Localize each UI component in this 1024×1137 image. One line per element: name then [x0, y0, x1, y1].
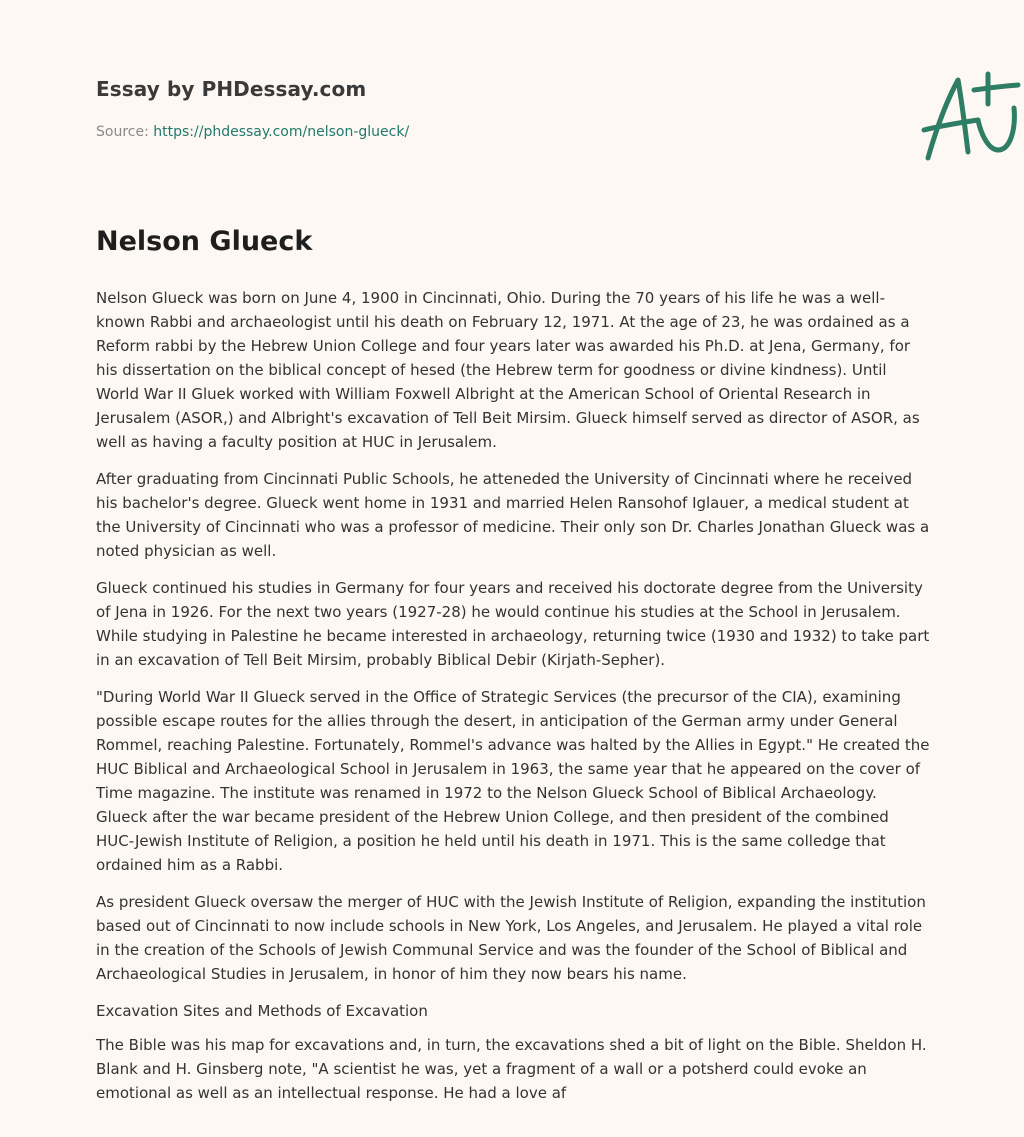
source-link[interactable]: https://phdessay.com/nelson-glueck/	[153, 124, 410, 140]
source-line	[96, 124, 409, 140]
essay-body	[96, 286, 930, 1118]
paragraph: As president Glueck oversaw the merger of HUC with the Jewish Institute of Religion, expanding the institution based out of Cincinnati to now include schools in New York, Los Angeles, and Jerusalem. He played a vital role in the creation of the Schools of Jewish Communal Service and was the founder of the School of Biblical and Archaeological Studies in Jerusalem, in honor of him they now bears his name.	[96, 893, 926, 983]
source-label: Source:	[96, 124, 154, 140]
paragraph: Glueck continued his studies in Germany for four years and received his doctorate degree from the University of Jena in 1926. For the next two years (1927-28) he would continue his studies at the School in Jerusalem. While studying in Palestine he became interested in archaeology, returning twice (1930 and 1932) to take part in an excavation of Tell Beit Mirsim, probably Biblical Debir (Kirjath-Sepher).	[96, 579, 930, 669]
a-plus-logo-icon	[918, 68, 1024, 164]
site-brand: Essay by PHDessay.com	[96, 77, 367, 101]
paragraph: After graduating from Cincinnati Public Schools, he atteneded the University of Cincinnati where he received his bachelor's degree. Glueck went home in 1931 and married Helen Ransohof Iglauer, a medical student at the University of Cincinnati who was a professor of medicine. Their only son Dr. Charles Jonathan Glueck was a noted physician as well.	[96, 470, 930, 560]
paragraph: The Bible was his map for excavations and, in turn, the excavations shed a bit of light on the Bible. Sheldon H. Blank and H. Ginsberg note, "A scientist he was, yet a fragment of a wall or a potsherd could evoke an emotional as well as an intellectual response. He had a love af	[96, 1036, 927, 1102]
paragraph: Nelson Glueck was born on June 4, 1900 in Cincinnati, Ohio. During the 70 years of his life he was a well-known Rabbi and archaeologist until his death on February 12, 1971. At the age of 23, he was ordained as a Reform rabbi by the Hebrew Union College and four years later was awarded his Ph.D. at Jena, Germany, for his dissertation on the biblical concept of hesed (the Hebrew term for goodness or divine kindness). Until World War II Gluek worked with William Foxwell Albright at the American School of Oriental Research in Jerusalem (ASOR,) and Albright's excavation of Tell Beit Mirsim. Glueck himself served as director of ASOR, as well as having a faculty position at HUC in Jerusalem.	[96, 289, 920, 451]
paragraph: "During World War II Glueck served in the Office of Strategic Services (the precursor of the CIA), examining possible escape routes for the allies through the desert, in anticipation of the German army under General Rommel, reaching Palestine. Fortunately, Rommel's advance was halted by the Allies in Egypt." He created the HUC Biblical and Archaeological School in Jerusalem in 1963, the same year that he appeared on the cover of Time magazine. The institute was renamed in 1972 to the Nelson Glueck School of Biblical Archaeology. Glueck after the war became president of the Hebrew Union College, and then president of the combined HUC-Jewish Institute of Religion, a position he held until his death in 1971. This is the same colledge that ordained him as a Rabbi.	[96, 688, 930, 874]
essay-title: Nelson Glueck	[96, 226, 313, 257]
section-subheading: Excavation Sites and Methods of Excavation	[96, 1002, 428, 1020]
